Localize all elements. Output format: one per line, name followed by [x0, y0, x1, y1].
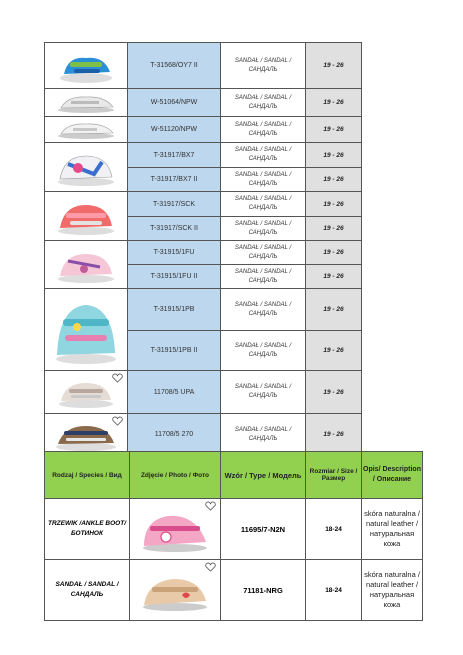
heart-icon[interactable]	[112, 373, 123, 383]
product-type: SANDAŁ / SANDAL / САНДАЛЬ	[221, 371, 306, 414]
sandal-image-silver-beige	[55, 375, 117, 409]
header-size: Rozmiar / Size / Размер	[306, 452, 362, 499]
model-code: W-51120/NPW	[128, 117, 221, 143]
size-range: 19 - 26	[306, 331, 362, 371]
model-code: T-31917/SCK II	[128, 217, 221, 241]
table-row	[45, 499, 423, 560]
product-photo	[45, 89, 128, 117]
model-code: W-51064/NPW	[128, 89, 221, 117]
product-photo	[45, 143, 128, 192]
sandal-image-coral-pink	[54, 195, 118, 237]
size-range: 19 - 26	[306, 89, 362, 117]
product-photo	[45, 289, 128, 371]
size-range: 19 - 26	[306, 414, 362, 456]
model-code: T-31915/1FU II	[128, 265, 221, 289]
product-photo	[45, 117, 128, 143]
model-code: T-31915/1PB II	[128, 331, 221, 371]
model-code: 11708/5 UPA	[128, 371, 221, 414]
product-type: SANDAŁ / SANDAL / САНДАЛЬ	[221, 265, 306, 289]
product-photo	[45, 192, 128, 241]
product-type: SANDAŁ / SANDAL / САНДАЛЬ	[221, 89, 306, 117]
product-type: SANDAŁ / SANDAL / САНДАЛЬ	[221, 43, 306, 89]
table-row	[45, 289, 423, 331]
product-type: SANDAŁ / SANDAL / САНДАЛЬ	[221, 117, 306, 143]
model-code: T-31917/BX7	[128, 143, 221, 168]
product-model: 11695/7-N2N	[221, 499, 306, 560]
size-range: 19 - 26	[306, 43, 362, 89]
sandal-image-brown-navy	[52, 418, 120, 452]
product-description: skóra naturalna / natural leather / натуральная кожа	[362, 499, 423, 560]
product-species: TRZEWIK /ANKLE BOOT/ БОТИНОК	[45, 499, 130, 560]
size-range: 19 - 26	[306, 289, 362, 331]
table-row	[45, 89, 423, 117]
table-header-row	[45, 452, 423, 499]
sandal-image-turquoise	[51, 293, 121, 367]
heart-icon[interactable]	[205, 562, 216, 572]
product-table	[44, 42, 422, 456]
size-range: 19 - 26	[306, 192, 362, 217]
product-size: 18-24	[306, 499, 362, 560]
table-row	[45, 241, 423, 265]
sandal-image-gold	[138, 567, 212, 613]
product-type: SANDAŁ / SANDAL / САНДАЛЬ	[221, 217, 306, 241]
heart-icon[interactable]	[205, 501, 216, 511]
product-detail-table	[44, 451, 423, 621]
header-species: Rodzaj / Species / Вид	[45, 452, 130, 499]
size-range: 19 - 26	[306, 241, 362, 265]
sandal-image-white	[55, 120, 117, 140]
model-code: 11708/5 270	[128, 414, 221, 456]
product-description: skóra naturalna / natural leather / натуральная кожа	[362, 560, 423, 621]
table-row	[45, 371, 423, 414]
header-photo: Zdjęcie / Photo / Фото	[130, 452, 221, 499]
model-code: T-31568/OY7 II	[128, 43, 221, 89]
product-type: SANDAŁ / SANDAL / САНДАЛЬ	[221, 168, 306, 192]
product-type: SANDAŁ / SANDAL / САНДАЛЬ	[221, 414, 306, 456]
product-photo	[130, 560, 221, 621]
product-photo	[45, 241, 128, 289]
table-row	[45, 414, 423, 456]
table-row	[45, 43, 423, 89]
table-row	[45, 117, 423, 143]
product-type: SANDAŁ / SANDAL / САНДАЛЬ	[221, 143, 306, 168]
table-row	[45, 192, 423, 217]
product-type: SANDAŁ / SANDAL / САНДАЛЬ	[221, 289, 306, 331]
model-code: T-31917/BX7 II	[128, 168, 221, 192]
size-range: 19 - 26	[306, 265, 362, 289]
product-type: SANDAŁ / SANDAL / САНДАЛЬ	[221, 241, 306, 265]
size-range: 19 - 26	[306, 168, 362, 192]
size-range: 19 - 26	[306, 143, 362, 168]
heart-icon[interactable]	[112, 416, 123, 426]
table-row	[45, 143, 423, 168]
product-model: 71181-NRG	[221, 560, 306, 621]
sandal-image-blue-pink	[54, 146, 118, 188]
sandal-image-white-silver	[55, 92, 117, 114]
model-code: T-31915/1PB	[128, 289, 221, 331]
ankle-boot-image-pink	[138, 504, 212, 554]
header-description: Opis/ Description / Описание	[362, 452, 423, 499]
product-size: 18-24	[306, 560, 362, 621]
product-type: SANDAŁ / SANDAL / САНДАЛЬ	[221, 192, 306, 217]
product-species: SANDAŁ / SANDAL / САНДАЛЬ	[45, 560, 130, 621]
table-row	[45, 560, 423, 621]
size-range: 19 - 26	[306, 371, 362, 414]
size-range: 19 - 26	[306, 217, 362, 241]
product-photo	[45, 414, 128, 456]
product-photo	[45, 371, 128, 414]
size-range: 19 - 26	[306, 117, 362, 143]
header-type: Wzór / Type / Модель	[221, 452, 306, 499]
sandal-image-pink-purple	[54, 245, 118, 285]
product-photo	[45, 43, 128, 89]
sandal-image-blue-green	[56, 48, 116, 84]
product-type: SANDAŁ / SANDAL / САНДАЛЬ	[221, 331, 306, 371]
model-code: T-31917/SCK	[128, 192, 221, 217]
model-code: T-31915/1FU	[128, 241, 221, 265]
product-photo	[130, 499, 221, 560]
